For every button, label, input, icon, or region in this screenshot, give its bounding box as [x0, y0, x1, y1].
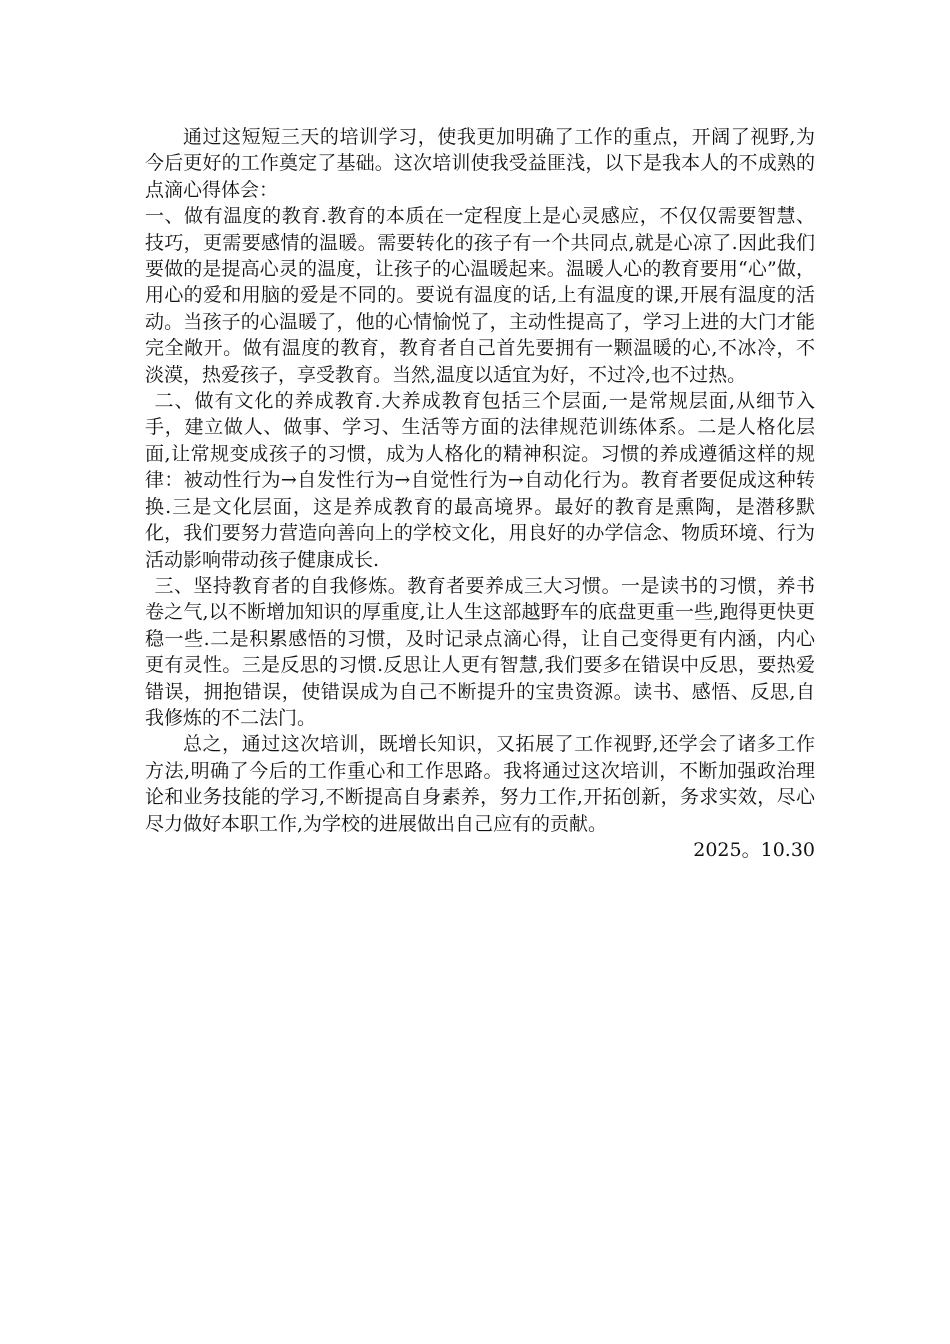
- section-one-paragraph: 一、做有温度的教育.教育的本质在一定程度上是心灵感应，不仅仅需要智慧、技巧，更需要感情的温暖。需要转化的孩子有一个共同点,就是心凉了.因此我们要做的是提高心灵的温度，让孩子的心温暖起来。温暖人心的教育要用“心”做，用心的爱和用脑的爱是不同的。要说有温度的话,上有温度的课,开展有温度的活动。当孩子的心温暖了，他的心情愉悦了，主动性提高了，学习上进的大门才能完全敞开。做有温度的教育，教育者自己首先要拥有一颗温暖的心,不冰冷，不淡漠，热爱孩子，享受教育。当然,温度以适宜为好，不过冷,也不过热。: [145, 205, 815, 386]
- document-date: 2025。10.30: [693, 838, 815, 861]
- document-body: [145, 124, 815, 863]
- section-three-paragraph: 三、坚持教育者的自我修炼。教育者要养成三大习惯。一是读书的习惯，养书卷之气,以不断增加知识的厚重度,让人生这部越野车的底盘更重一些,跑得更快更稳一些.二是积累感悟的习惯，及时记录点滴心得，让自己变得更有内涵，内心更有灵性。三是反思的习惯.反思让人更有智慧,我们要多在错误中反思，要热爱错误，拥抱错误，使错误成为自己不断提升的宝贵资源。读书、感悟、反思,自我修炼的不二法门。: [145, 574, 815, 729]
- section-two-paragraph: 二、做有文化的养成教育.大养成教育包括三个层面,一是常规层面,从细节入手，建立做人、做事、学习、生活等方面的法律规范训练体系。二是人格化层面,让常规变成孩子的习惯，成为人格化的精神积淀。习惯的养成遵循这样的规律：被动性行为→自发性行为→自觉性行为→自动化行为。教育者要促成这种转换.三是文化层面，这是养成教育的最高境界。最好的教育是熏陶，是潜移默化，我们要努力营造向善向上的学校文化，用良好的办学信念、物质环境、行为活动影响带动孩子健康成长.: [145, 390, 815, 571]
- conclusion-paragraph: 总之，通过这次培训，既增长知识，又拓展了工作视野,还学会了诸多工作方法,明确了今后的工作重心和工作思路。我将通过这次培训，不断加强政治理论和业务技能的学习,不断提高自身素养，努力工作,开拓创新，务求实效，尽心尽力做好本职工作,为学校的进展做出自己应有的贡献。: [145, 733, 815, 835]
- intro-paragraph: 通过这短短三天的培训学习，使我更加明确了工作的重点，开阔了视野,为今后更好的工作奠定了基础。这次培训使我受益匪浅，以下是我本人的不成熟的点滴心得体会：: [145, 126, 815, 201]
